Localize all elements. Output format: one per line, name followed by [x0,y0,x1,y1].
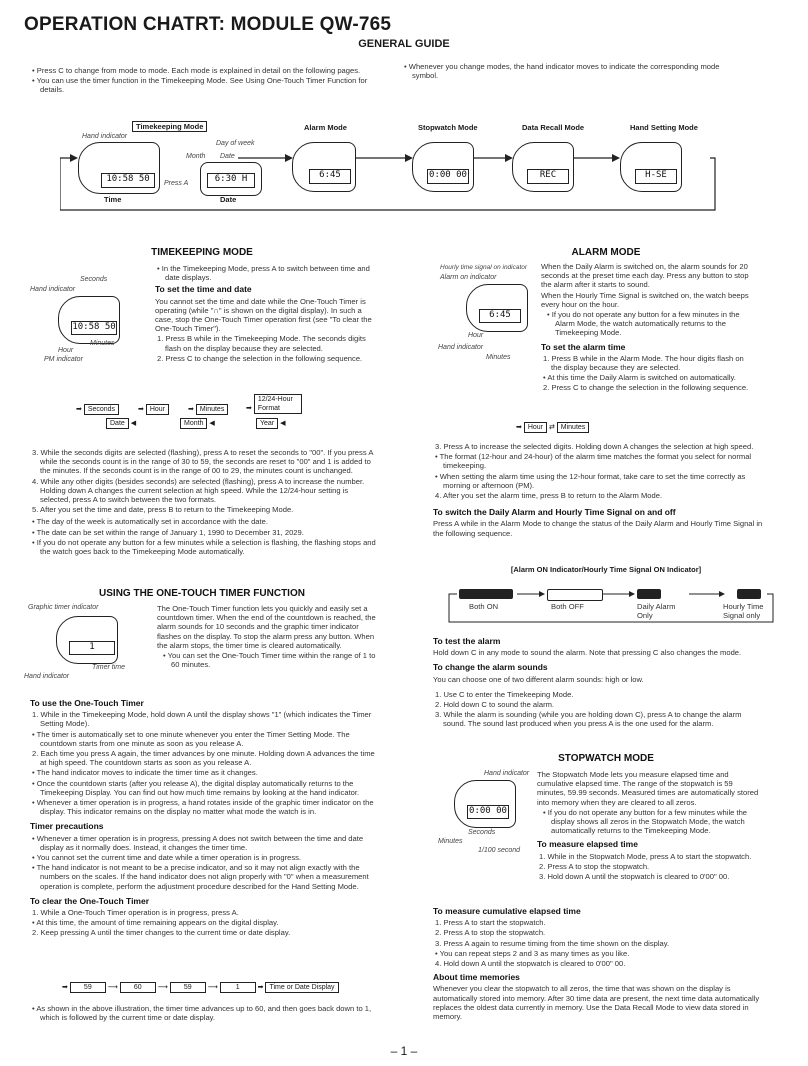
timekeeping-note: • If you do not operate any button for a few minutes while a selection is flashing, the flashing stops and the watch goes back to the Timekeeping Mode automatically. [32,537,376,557]
date-caption: Date [220,195,237,204]
seq-seconds: Seconds [84,404,119,415]
both-off-icon [547,589,603,601]
alarm-on-label: Alarm on indicator [440,274,497,281]
daily-alarm-icon [637,589,661,599]
seq-date: Date [106,418,129,429]
stopwatch-cumulative: To measure cumulative elapsed time 1. Press A to start the stopwatch. 2. Press A to stop the stopwatch. 3. Press A again to resume timing from the time shown on the display. • You can repeat steps 2 and 3 as many times as you like. 4. Hold down A until the stopwatch is cleared to 0'00" 00. About time memories Whenever you clear the stopwatch to all zeros, the time that was shown on the display is automatically stored into memory. After 30 time data are present, the next time data automatically replaces the oldest data currently in memory. Use the Data Recall Mode to view data stored in memory. [433,904,763,1022]
alarm-test-and-sounds: To test the alarm Hold down C in any mode to sound the alarm. Note that pressing C also changes the mode. To change the alarm sounds You can choose one of two different alarm sounds: high or low. 1. Use C to enter the Timekeeping Mode. 2. Hold down C to sound the alarm. 3. While the alarm is sounding (while you are holding down C), press A to change the alarm sound. The sound last produced when you press A is the one used for the alarm. [433,634,763,730]
alarm-section [404,247,808,258]
seconds-label: Seconds [468,829,496,836]
stopwatch-heading: STOPWATCH MODE [558,753,654,764]
set-time-text: You cannot set the time and date while the One-Touch Timer is operating (while "∩" is shown on the digital display). In such a case, stop the One-Touch Timer operation first (see "To clear the One-Touch Timer"). [155,296,372,334]
set-alarm-heading: To set the alarm time [541,341,626,352]
hour-label: Hour [58,347,74,354]
seconds-label: Seconds [80,276,108,283]
general-bullet: • Press C to change from mode to mode. Each mode is explained in detail on the following pages. [32,66,361,75]
seq-hour: Hour [524,422,547,433]
minutes-label: Minutes [438,838,463,845]
hand-indicator-label: Hand indicator [438,344,484,351]
timekeeping-note: • The date can be set within the range of January 1, 1990 to December 31, 2029. [32,527,304,537]
watch-icon [58,296,120,344]
alarm-state-cycle [447,582,777,624]
switch-alarm-heading: To switch the Daily Alarm and Hourly Time Signal on and off [433,507,676,518]
hour-label: Hour [468,332,484,339]
minutes-label: Minutes [90,340,115,347]
seq-hour: Hour [146,404,169,415]
date-label: Date [220,153,235,160]
timer-heading: USING THE ONE-TOUCH TIMER FUNCTION [99,588,305,599]
press-a-label: Press A [164,180,189,187]
use-timer-heading: To use the One-Touch Timer [30,698,144,708]
both-on-icon [459,589,513,599]
clear-timer-sequence: ➡ 59 ⟶ 60 ⟶ 59 ⟶ 1 ➡ Time or Date Display [62,982,382,996]
timekeeping-heading: TIMEKEEPING MODE [151,247,253,258]
display-timer: 1 [69,641,115,655]
pm-indicator-label: PM indicator [44,356,83,363]
mode-timekeeping: Timekeeping Mode [132,121,207,132]
watch-stopwatch [412,142,474,192]
month-label: Month [186,153,206,160]
general-bullet: • You can use the timer function in the Timekeeping Mode. See Using One-Touch Timer Function for details. [32,76,368,95]
display-stopwatch: 0:00 00 [427,169,469,184]
graphic-timer-label: Graphic timer indicator [28,604,99,611]
seq-year: Year [256,418,278,429]
day-of-week-label: Day of week [216,140,255,147]
timer-section [0,588,404,599]
page-title: OPERATION CHATRT: MODULE QW-765 [24,14,392,35]
timer-precautions-heading: Timer precautions [30,821,104,832]
alarm-steps: 3. Press A to increase the selected digits. Holding down A changes the selection at high speed. • The format (12-hour and 24-hour) of the alarm time matches the format you select for normal timekeeping. • When setting the alarm time using the 12-hour format, take care to set the time correctly as morning or afternoon (PM). 4. After you set the alarm time, press B to return to the Alarm Mode. To switch the Daily Alarm and Hourly Time Signal on and off Press A while in the Alarm Mode to change the status of the Daily Alarm and Hourly Time Signal in the following sequence. [433,442,763,538]
measure-heading: To measure elapsed time [537,839,638,850]
watch-hand-setting [620,142,682,192]
hand-indicator-label: Hand indicator [484,770,530,777]
time-caption: Time [104,195,122,204]
alarm-watch-figure [436,264,536,364]
seq-59: 59 [70,982,106,993]
test-alarm-heading: To test the alarm [433,636,501,646]
mode-data-recall: Data Recall Mode [522,123,585,132]
seq-format: 12/24-Hour Format [254,394,302,414]
seq-1: 1 [220,982,256,993]
mode-hand-setting: Hand Setting Mode [630,123,698,132]
timer-instructions: To use the One-Touch Timer 1. While in the Timekeeping Mode, hold down A until the display shows "1" (which indicates the Timer Setting Mode). • The timer is automatically set to one minute whenever you enter the Timer Setting Mode. The countdown starts from one minute as soon as you release A. 2. Each time you press A again, the timer advances by one minute. Holding down A advances the time at high speed. The countdown starts as soon as you release A. • The hand indicator moves to indicate the timer time as it changes. • Once the countdown starts (after you release A), the digital display automatically returns to the Timekeeping Display. You can find out how much time remains by looking at the hand indicator. • Whenever a timer operation is in progress, a hand rotates inside of the graphic timer indicator on the display. This indicator remains on the display no matter what mode the watch is in. Timer precautions • Whenever a timer operation is in progress, pressing A does not switch between the time and date display as it normally does. Instead, it changes the timer time. • You cannot set the current time and date while a timer operation is in progress. • The hand indicator is not meant to be a precise indicator, and so it may not align exactly with the numbers on the scales. If the hand indicator does not align properly with "0" when a measurement operation is complete, perform the adjustment procedure described for the Hand Setting Mode. To clear the One-Touch Timer 1. While a One-Touch Timer operation is in progress, press A. • At this time, the amount of time remaining appears on the digital display. 2. Keep pressing A until the timer changes to the current time or date display. [30,696,380,939]
general-bullets-left [30,66,370,96]
display-time: 10:58 50 [101,173,155,188]
general-bullet: • Whenever you change modes, the hand indicator moves to indicate the corresponding mode symbol. [404,62,720,81]
seq-month: Month [180,418,207,429]
timekeeping-steps [30,448,380,557]
hundredth-label: 1/100 second [478,847,521,854]
stopwatch-watch-figure [438,770,538,860]
alarm-sequence: ➡ Hour ⇄ Minutes [516,422,589,433]
display-time: 10:58 50 [71,321,117,335]
watch-timekeeping-date [200,162,262,196]
mode-diagram [60,118,720,218]
display-data-recall: REC [527,169,569,184]
display-hand-setting: H-SE [635,169,677,184]
watch-icon [466,284,528,332]
watch-alarm [292,142,356,192]
set-step: 3. While the seconds digits are selected (flashing), press A to reset the seconds to "00". If you press A while the seconds count is in the range of 30 to 59, the seconds are reset to "00" and 1 is added to the minutes. If the seconds count is in the range of 00 to 29, the minutes count is unchanged. [32,448,373,476]
clear-timer-note: • As shown in the above illustration, the timer time advances up to 60, and then goes back down to 1, which is followed by the current time or date display. [32,1004,372,1023]
timekeeping-sequence: ➡ Seconds ➡ Hour ➡ Minutes ➡ 12/24-Hour Format Date ◀ Month ◀ Year ◀ [76,394,316,434]
hand-indicator-label: Hand indicator [30,286,76,293]
seq-minutes: Minutes [196,404,229,415]
hourly-signal-label: Hourly time signal on indicator [440,264,528,271]
timekeeping-section [0,247,404,258]
cumulative-heading: To measure cumulative elapsed time [433,906,581,916]
minutes-label: Minutes [486,354,511,361]
display-alarm: 6:45 [309,169,351,184]
hourly-signal-icon [737,589,761,599]
mode-alarm: Alarm Mode [304,123,347,132]
seq-59b: 59 [170,982,206,993]
seq-minutes: Minutes [557,422,590,433]
stopwatch-intro: The Stopwatch Mode lets you measure elapsed time and cumulative elapsed time. The range of the stopwatch is 59 minutes, 59.99 seconds. Measured times are automatically stored into memory when they are cleared to all zeros. • If you do not operate any button for a few minutes while the display shows all zeros in the Stopwatch Mode, the watch automatically returns to the Timekeeping Mode. To measure elapsed time 1. While in the Stopwatch Mode, press A to start the stopwatch. 2. Press A to stop the stopwatch. 3. Hold down A until the stopwatch is cleared to 0'00" 00. [537,770,763,882]
timekeeping-note: • The day of the week is automatically set in accordance with the date. [32,517,268,527]
alarm-sounds-heading: To change the alarm sounds [433,662,548,673]
display-alarm: 6:45 [479,309,521,323]
watch-timekeeping-time [78,142,160,194]
set-step: 5. After you set the time and date, press B to return to the Timekeeping Mode. [32,505,294,515]
state-both-on: Both ON [469,602,499,611]
general-guide-heading: GENERAL GUIDE [358,38,450,50]
alarm-indicator-title: [Alarm ON Indicator/Hourly Time Signal ON Indicator] [510,565,702,574]
alarm-intro: When the Daily Alarm is switched on, the alarm sounds for 20 seconds at the preset time each day. Press any button to stop the alarm after it starts to sound. When the Hourly Time Signal is switched on, the watch beeps every hour on the hour. • If you do not operate any button for a few minutes in the Alarm Mode, the watch automatically returns to the Timekeeping Mode. To set the alarm time 1. Press B while in the Alarm Mode. The hour digits flash on the display because they are selected. • At this time the Daily Alarm is switched on automatically. 2. Press C to change the selection in the following sequence. [541,262,756,394]
seq-time-date: Time or Date Display [265,982,338,993]
stopwatch-section [404,753,808,764]
seq-60: 60 [120,982,156,993]
state-daily-only: Daily Alarm Only [637,602,676,621]
hand-indicator-label: Hand indicator [82,133,128,140]
watch-icon [56,616,118,664]
general-bullets-right [402,62,742,81]
mode-stopwatch: Stopwatch Mode [418,123,478,132]
timer-watch-figure [24,604,149,686]
timer-intro: The One-Touch Timer function lets you quickly and easily set a countdown timer. When the end of the countdown is reached, the alarm sounds for 10 seconds and the graphic timer indicator flashes on the display. To stop the alarm press any button. When the alarm stops, the timer time is cleared automatically. • You can set the One-Touch Timer time within the range of 1 to 60 minutes. [157,604,376,670]
set-step: 1. Press B while in the Timekeeping Mode. The seconds digits flash on the display because they are selected. [157,334,366,353]
timer-time-label: Timer time [92,664,125,671]
set-step: 2. Press C to change the selection in the following sequence. [157,353,363,363]
timekeeping-watch-figure [30,276,130,366]
watch-data-recall [512,142,574,192]
watch-icon [454,780,516,828]
set-time-heading: To set the time and date [155,284,252,295]
page-number: – 1 – [390,1044,418,1058]
set-step: 4. While any other digits (besides seconds) are selected (flashing), press A to increase the number. Holding down A changes the current selection at high speed. While the 12/24-hour setting is selected, press A to switch between the two formats. [32,476,365,505]
state-both-off: Both OFF [551,602,584,611]
memories-heading: About time memories [433,972,520,983]
display-stopwatch: 0:00 00 [467,805,509,819]
timekeeping-text [155,264,380,364]
display-date: 6:30 H [207,173,255,188]
state-hourly-only: Hourly Time Signal only [723,602,764,621]
hand-indicator-label: Hand indicator [24,673,70,680]
clear-timer-heading: To clear the One-Touch Timer [30,895,150,906]
alarm-heading: ALARM MODE [571,247,641,258]
timekeeping-intro: • In the Timekeeping Mode, press A to switch between time and date displays. [157,264,370,283]
